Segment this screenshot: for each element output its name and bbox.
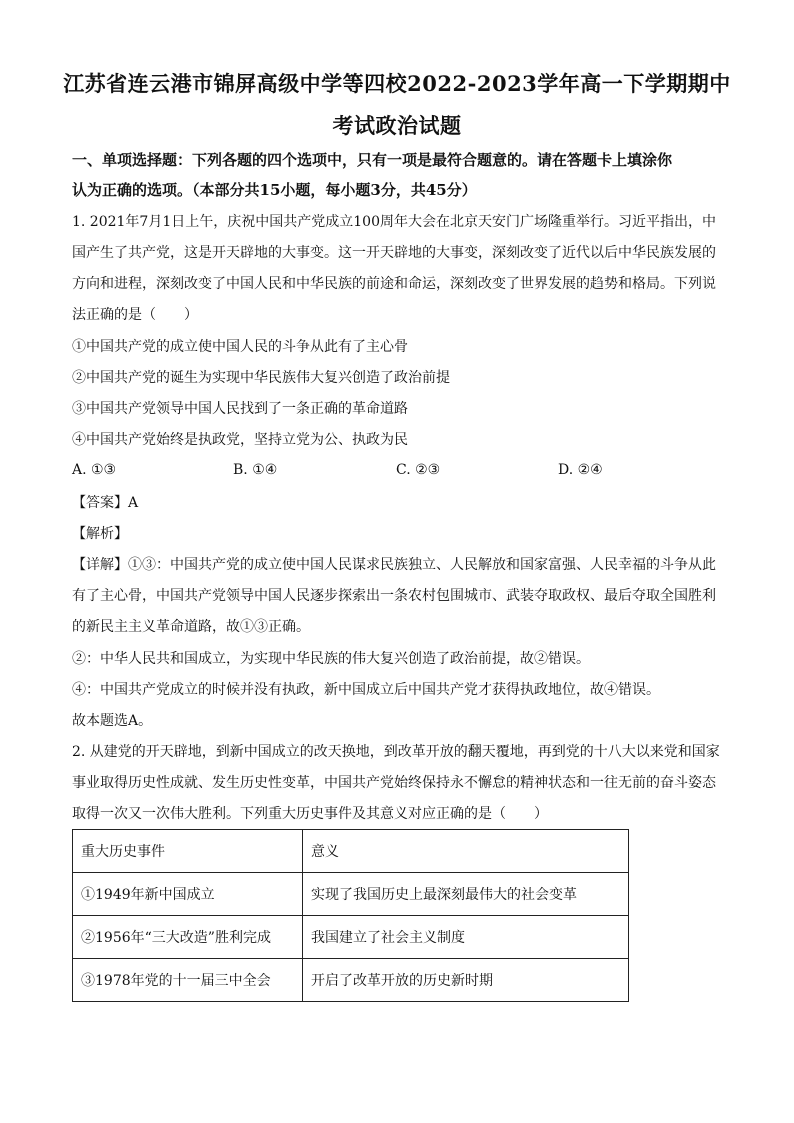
- q2-stem-line-1: 2. 从建党的开天辟地，到新中国成立的改天换地，到改革开放的翻天覆地，再到党的十八大以来党和国家: [72, 744, 720, 760]
- table-header-row: [73, 830, 629, 873]
- q2-stem-line-3: 取得一次又一次伟大胜利。下列重大历史事件及其意义对应正确的是（ ）: [72, 806, 548, 822]
- table-cell-event: ②1956年“三大改造”胜利完成: [73, 916, 303, 959]
- table-header-cell: 重大历史事件: [73, 830, 303, 873]
- q2-event-table: [72, 829, 629, 1002]
- q1-statement-3: ③中国共产党领导中国人民找到了一条正确的革命道路: [72, 401, 408, 417]
- table-row: [73, 959, 629, 1002]
- table-row: [73, 873, 629, 916]
- q1-detail-line-1: 【详解】①③：中国共产党的成立使中国人民谋求民族独立、人民解放和国家富强、人民幸福的斗争从此: [72, 557, 716, 573]
- table-cell-meaning: 我国建立了社会主义制度: [303, 916, 629, 959]
- q1-option-d[interactable]: D. ②④: [558, 462, 603, 478]
- section-instructions-line-1: 一、单项选择题：下列各题的四个选项中，只有一项是最符合题意的。请在答题卡上填涂你: [72, 151, 673, 169]
- q1-stem-line-2: 国产生了共产党，这是开天辟地的大事变。这一开天辟地的大事变，深刻改变了近代以后中华民族发展的: [72, 245, 716, 261]
- q1-analysis-label: 【解析】: [72, 526, 128, 542]
- q1-option-b[interactable]: B. ①④: [233, 462, 278, 478]
- table-cell-meaning: 开启了改革开放的历史新时期: [303, 959, 629, 1002]
- table-cell-event: ①1949年新中国成立: [73, 873, 303, 916]
- section-instructions-line-2: 认为正确的选项。（本部分共15小题，每小题3分，共45分）: [72, 181, 477, 199]
- q1-options: [72, 462, 732, 482]
- table-header-cell: 意义: [303, 830, 629, 873]
- q1-stem-line-1: 1. 2021年7月1日上午，庆祝中国共产党成立100周年大会在北京天安门广场隆重举行。习近平指出，中: [72, 214, 716, 230]
- q1-statement-1: ①中国共产党的成立使中国人民的斗争从此有了主心骨: [72, 339, 408, 355]
- q1-statement-4: ④中国共产党始终是执政党，坚持立党为公、执政为民: [72, 432, 408, 448]
- table-row: [73, 916, 629, 959]
- q1-detail-line-2: 有了主心骨，中国共产党领导中国人民逐步探索出一条农村包围城市、武装夺取政权、最后夺取全国胜利: [72, 588, 716, 604]
- q1-answer: 【答案】A: [72, 495, 139, 511]
- page-title-line-2: 考试政治试题: [332, 113, 462, 138]
- q1-stem-line-4: 法正确的是（ ）: [72, 307, 198, 323]
- q2-stem-line-2: 事业取得历史性成就、发生历史性变革，中国共产党始终保持永不懈怠的精神状态和一往无前的奋斗姿态: [72, 775, 716, 791]
- table-cell-meaning: 实现了我国历史上最深刻最伟大的社会变革: [303, 873, 629, 916]
- page-title-line-1: 江苏省连云港市锦屏高级中学等四校2022-2023学年高一下学期期中: [63, 71, 731, 96]
- q1-detail-line-3: 的新民主主义革命道路，故①③正确。: [72, 619, 310, 635]
- q1-statement-2: ②中国共产党的诞生为实现中华民族伟大复兴创造了政治前提: [72, 370, 450, 386]
- q1-detail-line-4: ②：中华人民共和国成立，为实现中华民族的伟大复兴创造了政治前提，故②错误。: [72, 651, 590, 667]
- q1-detail-line-5: ④：中国共产党成立的时候并没有执政，新中国成立后中国共产党才获得执政地位，故④错误。: [72, 682, 660, 698]
- table-cell-event: ③1978年党的十一届三中全会: [73, 959, 303, 1002]
- q1-detail-line-6: 故本题选A。: [72, 713, 153, 729]
- q1-option-c[interactable]: C. ②③: [396, 462, 441, 478]
- q1-stem-line-3: 方向和进程，深刻改变了中国人民和中华民族的前途和命运，深刻改变了世界发展的趋势和格局。下列说: [72, 276, 716, 292]
- q1-option-a[interactable]: A. ①③: [72, 462, 117, 478]
